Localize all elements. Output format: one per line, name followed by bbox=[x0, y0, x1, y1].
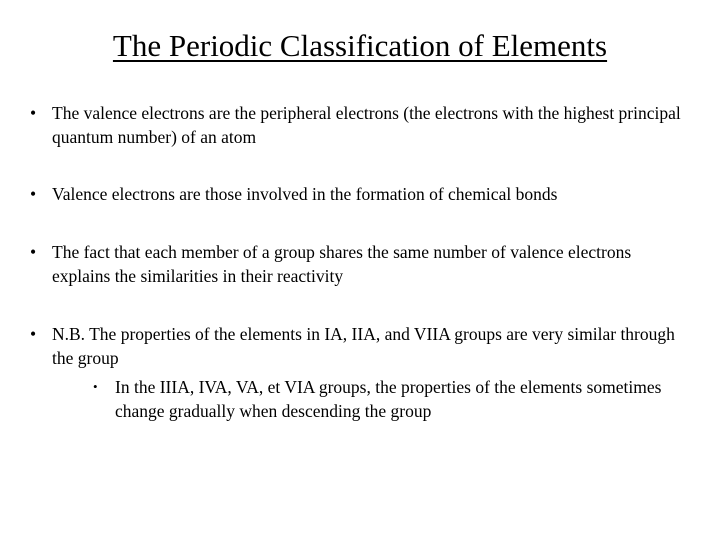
bullet-item-3 bbox=[30, 240, 690, 288]
bullet-text: The valence electrons are the peripheral electrons (the electrons with the highest principal quantum number) of an atom bbox=[52, 103, 681, 147]
bullet-icon: • bbox=[30, 324, 37, 344]
bullet-item-4 bbox=[30, 322, 690, 370]
bullet-icon: • bbox=[30, 103, 37, 123]
bullet-item-2 bbox=[30, 182, 690, 206]
bullet-item-1 bbox=[30, 101, 690, 149]
slide-title-text: The Periodic Classification of Elements bbox=[112, 28, 608, 63]
bullet-icon: • bbox=[30, 242, 37, 262]
bullet-text: Valence electrons are those involved in the formation of chemical bonds bbox=[52, 184, 558, 204]
sub-bullet-icon: • bbox=[93, 379, 98, 394]
bullet-icon: • bbox=[30, 184, 37, 204]
bullet-text: The fact that each member of a group shares the same number of valence electrons explains the similarities in their reactivity bbox=[52, 242, 632, 286]
sub-bullet-item-1 bbox=[93, 375, 693, 423]
bullet-text: N.B. The properties of the elements in IA, IIA, and VIIA groups are very similar through the group bbox=[52, 324, 675, 368]
sub-bullet-text: In the IIIA, IVA, VA, et VIA groups, the properties of the elements sometimes change gradually when descending the group bbox=[115, 377, 662, 421]
slide-title bbox=[0, 26, 720, 66]
